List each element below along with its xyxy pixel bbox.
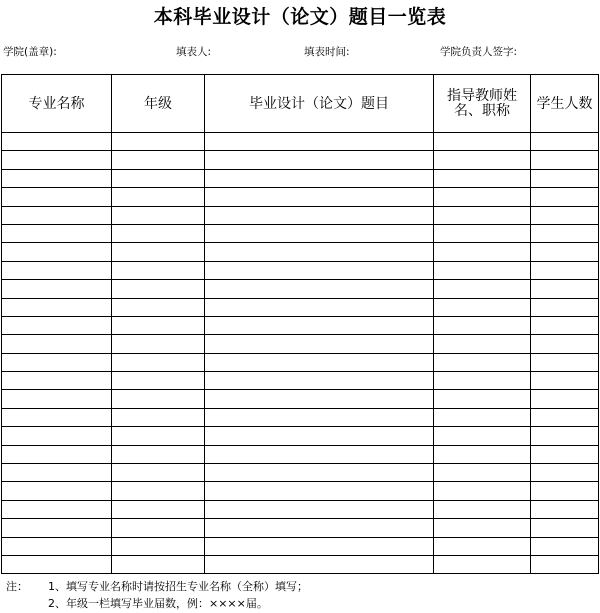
table-cell[interactable] — [205, 464, 434, 482]
table-row — [2, 298, 599, 316]
table-cell[interactable] — [205, 243, 434, 261]
table-row — [2, 500, 599, 518]
table-cell[interactable] — [2, 261, 112, 279]
table-cell[interactable] — [205, 372, 434, 390]
table-cell[interactable] — [2, 372, 112, 390]
table-cell[interactable] — [112, 224, 205, 242]
form-meta-row — [0, 44, 600, 60]
table-cell[interactable] — [112, 243, 205, 261]
table-cell[interactable] — [112, 390, 205, 408]
table-cell[interactable] — [531, 555, 599, 573]
table-cell[interactable] — [205, 280, 434, 298]
table-cell[interactable] — [2, 427, 112, 445]
table-cell[interactable] — [434, 169, 531, 187]
table-cell[interactable] — [2, 482, 112, 500]
table-cell[interactable] — [205, 335, 434, 353]
table-cell[interactable] — [531, 537, 599, 555]
table-cell[interactable] — [531, 169, 599, 187]
table-cell[interactable] — [205, 519, 434, 537]
dean-sign-label: 学院负责人签字: — [440, 46, 518, 58]
table-cell[interactable] — [531, 408, 599, 426]
table-cell[interactable] — [434, 427, 531, 445]
table-row — [2, 353, 599, 371]
table-row — [2, 188, 599, 206]
table-cell[interactable] — [112, 151, 205, 169]
table-cell[interactable] — [2, 133, 112, 151]
table-cell[interactable] — [434, 243, 531, 261]
table-row — [2, 427, 599, 445]
table-cell[interactable] — [112, 316, 205, 334]
table-cell[interactable] — [2, 519, 112, 537]
table-cell[interactable] — [205, 500, 434, 518]
table-cell[interactable] — [434, 537, 531, 555]
table-cell[interactable] — [205, 408, 434, 426]
header-thesis-title: 毕业设计（论文）题目 — [205, 75, 434, 133]
table-cell[interactable] — [2, 500, 112, 518]
table-cell[interactable] — [205, 390, 434, 408]
table-cell[interactable] — [434, 133, 531, 151]
table-cell[interactable] — [434, 464, 531, 482]
table-cell[interactable] — [2, 151, 112, 169]
table-cell[interactable] — [205, 555, 434, 573]
thesis-topics-table — [1, 74, 599, 574]
table-cell[interactable] — [434, 482, 531, 500]
table-cell[interactable] — [112, 372, 205, 390]
table-row — [2, 555, 599, 573]
table-cell[interactable] — [2, 169, 112, 187]
table-cell[interactable] — [434, 188, 531, 206]
table-cell[interactable] — [205, 169, 434, 187]
table-cell[interactable] — [205, 445, 434, 463]
table-cell[interactable] — [434, 298, 531, 316]
table-cell[interactable] — [205, 206, 434, 224]
table-cell[interactable] — [434, 555, 531, 573]
table-row — [2, 261, 599, 279]
table-row — [2, 464, 599, 482]
table-cell[interactable] — [2, 353, 112, 371]
table-row — [2, 537, 599, 555]
table-cell[interactable] — [531, 298, 599, 316]
page-title: 本科毕业设计（论文）题目一览表 — [153, 6, 447, 28]
table-row — [2, 519, 599, 537]
table-cell[interactable] — [434, 372, 531, 390]
table-cell[interactable] — [112, 555, 205, 573]
table-row — [2, 224, 599, 242]
table-cell[interactable] — [531, 390, 599, 408]
table-cell[interactable] — [531, 372, 599, 390]
table-cell[interactable] — [2, 243, 112, 261]
filler-label: 填表人: — [176, 46, 212, 58]
table-row — [2, 316, 599, 334]
table-cell[interactable] — [205, 188, 434, 206]
table-cell[interactable] — [531, 464, 599, 482]
table-cell[interactable] — [531, 280, 599, 298]
table-cell[interactable] — [531, 500, 599, 518]
table-cell[interactable] — [2, 390, 112, 408]
table-row — [2, 280, 599, 298]
table-cell[interactable] — [2, 408, 112, 426]
table-row — [2, 408, 599, 426]
table-cell[interactable] — [434, 408, 531, 426]
table-row — [2, 390, 599, 408]
table-cell[interactable] — [434, 224, 531, 242]
table-cell[interactable] — [2, 316, 112, 334]
table-cell[interactable] — [205, 261, 434, 279]
table-cell[interactable] — [531, 206, 599, 224]
table-cell[interactable] — [205, 224, 434, 242]
table-cell[interactable] — [112, 408, 205, 426]
table-cell[interactable] — [531, 224, 599, 242]
table-cell[interactable] — [531, 316, 599, 334]
table-cell[interactable] — [2, 537, 112, 555]
table-row — [2, 169, 599, 187]
table-cell[interactable] — [112, 427, 205, 445]
table-cell[interactable] — [112, 353, 205, 371]
table-cell[interactable] — [531, 243, 599, 261]
table-cell[interactable] — [434, 500, 531, 518]
table-cell[interactable] — [434, 390, 531, 408]
table-cell[interactable] — [531, 133, 599, 151]
table-row — [2, 133, 599, 151]
table-cell[interactable] — [2, 445, 112, 463]
table-cell[interactable] — [2, 206, 112, 224]
table-cell[interactable] — [434, 280, 531, 298]
table-cell[interactable] — [531, 188, 599, 206]
table-cell[interactable] — [205, 133, 434, 151]
table-cell[interactable] — [205, 537, 434, 555]
table-cell[interactable] — [531, 482, 599, 500]
table-cell[interactable] — [205, 427, 434, 445]
table-cell[interactable] — [112, 261, 205, 279]
table-cell[interactable] — [434, 316, 531, 334]
notes-label: 注： — [6, 580, 28, 593]
notes — [6, 578, 308, 612]
table-row — [2, 151, 599, 169]
table-cell[interactable] — [112, 335, 205, 353]
table-cell[interactable] — [112, 445, 205, 463]
table-cell[interactable] — [531, 151, 599, 169]
table-cell[interactable] — [2, 280, 112, 298]
table-cell[interactable] — [531, 335, 599, 353]
table-cell[interactable] — [112, 537, 205, 555]
table-cell[interactable] — [2, 555, 112, 573]
table-cell[interactable] — [205, 353, 434, 371]
note-1: 1、填写专业名称时请按招生专业名称（全称）填写； — [48, 580, 308, 593]
table-row — [2, 335, 599, 353]
table-cell[interactable] — [112, 519, 205, 537]
table-cell[interactable] — [434, 261, 531, 279]
note-2: 2、年级一栏填写毕业届数，例：××××届。 — [48, 597, 268, 610]
table-cell[interactable] — [112, 298, 205, 316]
table-row — [2, 372, 599, 390]
table-row — [2, 482, 599, 500]
table-row — [2, 243, 599, 261]
table-cell[interactable] — [112, 500, 205, 518]
table-body — [2, 133, 599, 574]
header-student-count: 学生人数 — [531, 75, 599, 133]
table-cell[interactable] — [112, 206, 205, 224]
table-cell[interactable] — [531, 261, 599, 279]
table-cell[interactable] — [112, 280, 205, 298]
table-cell[interactable] — [531, 353, 599, 371]
table-cell[interactable] — [434, 353, 531, 371]
table-cell[interactable] — [434, 335, 531, 353]
table-cell[interactable] — [112, 133, 205, 151]
table-cell[interactable] — [531, 427, 599, 445]
table-cell[interactable] — [2, 335, 112, 353]
table-cell[interactable] — [434, 445, 531, 463]
table-cell[interactable] — [434, 519, 531, 537]
table-cell[interactable] — [2, 298, 112, 316]
table-cell[interactable] — [531, 519, 599, 537]
table-cell[interactable] — [2, 464, 112, 482]
table-cell[interactable] — [2, 188, 112, 206]
table-cell[interactable] — [205, 151, 434, 169]
fill-time-label: 填表时间: — [304, 46, 350, 58]
table-cell[interactable] — [205, 316, 434, 334]
table-cell[interactable] — [531, 445, 599, 463]
table-cell[interactable] — [112, 482, 205, 500]
header-major: 专业名称 — [2, 75, 112, 133]
table-header-row — [2, 75, 599, 133]
college-stamp-label: 学院(盖章): — [3, 46, 57, 58]
table-row — [2, 445, 599, 463]
header-grade: 年级 — [112, 75, 205, 133]
header-advisor: 指导教师姓名、职称 — [434, 75, 531, 133]
table-cell[interactable] — [434, 206, 531, 224]
table-row — [2, 206, 599, 224]
table-cell[interactable] — [205, 482, 434, 500]
table-cell[interactable] — [112, 464, 205, 482]
table-cell[interactable] — [112, 169, 205, 187]
table-cell[interactable] — [112, 188, 205, 206]
table-cell[interactable] — [205, 298, 434, 316]
table-cell[interactable] — [2, 224, 112, 242]
table-cell[interactable] — [434, 151, 531, 169]
